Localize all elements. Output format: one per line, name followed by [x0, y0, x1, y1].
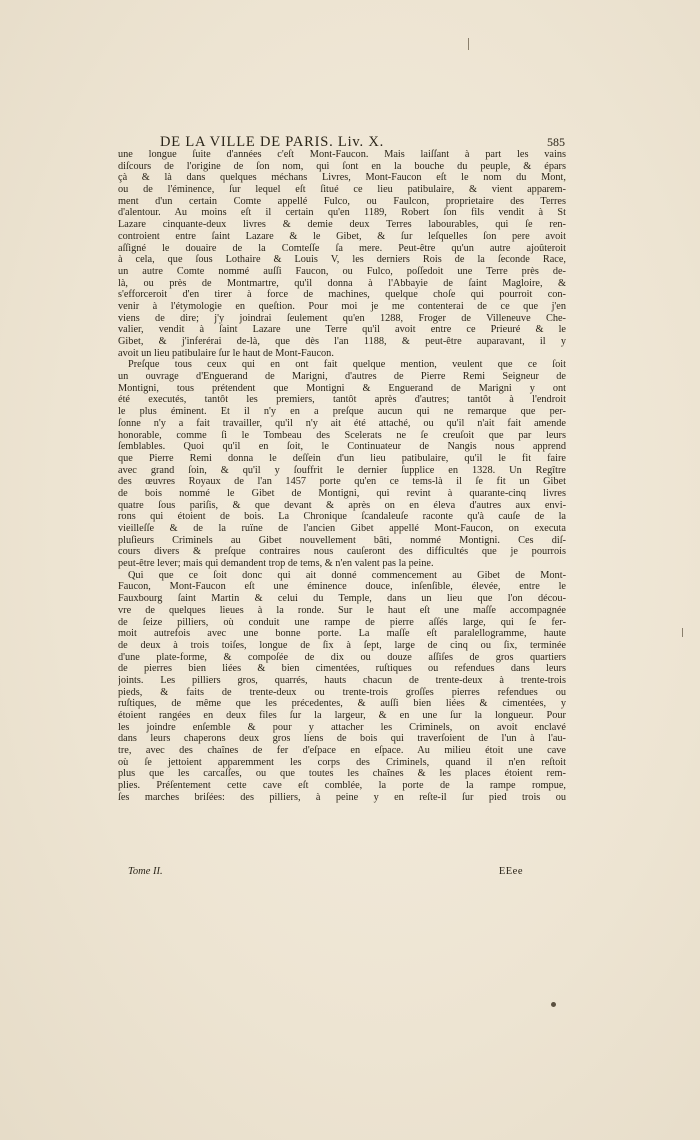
text-line: quatre ſous pariſis, & que devant & après on en éleva d'autres aux envi-	[118, 499, 566, 511]
text-line: plies. Préſentement cette cave eſt comblée, la porte de la rampe rompue,	[118, 780, 566, 792]
text-line: ment d'un certain Comte appellé Fulco, ou Faulcon, proprietaire des Terres	[118, 195, 566, 207]
text-line: avoit un lieu patibulaire ſur le haut de Mont-Faucon.	[118, 347, 334, 359]
text-line: pluſieurs Criminels au Gibet nouvellement bâti, nommé Montigni. Ces diſ-	[118, 534, 566, 546]
text-line: venir à l'étymologie en queſtion. Pour moi je me contenterai de ce que j'en	[118, 300, 566, 312]
text-line: Fauxbourg ſaint Martin & celui du Temple, dans un lieu que l'on décou-	[118, 593, 566, 605]
text-line: moit autrefois avec une bonne porte. La maſſe eſt paralellogramme, haute	[118, 628, 566, 640]
text-line: Qui que ce ſoit donc qui ait donné commencement au Gibet de Mont-	[128, 569, 566, 581]
text-line: vieilleſſe & de la ruïne de l'ancien Gibet appellé Mont-Faucon, on executa	[118, 523, 566, 534]
running-title: DE LA VILLE DE PARIS. Liv. X.	[160, 134, 385, 150]
text-line: d'une plate-forme, & compoſée de dix ou douze aſſiſes de gros quartiers	[118, 651, 566, 663]
text-line: étoient rangées en deux files ſur la largeur, & en une ſur la longueur. Pour	[118, 710, 566, 721]
signature-mark: EEee	[498, 866, 523, 877]
text-line: Montigni, tous prétendent que Montigni & Enguerand de Marigni y ont	[118, 382, 566, 394]
text-line: ſemblables. Quoi qu'il en ſoit, le Continuateur de Nangis nous apprend	[118, 441, 566, 453]
text-line: un ouvrage d'Enguerand de Marigni, d'autres de Pierre Remi Seigneur de	[118, 371, 566, 383]
text-line: controient entre ſaint Lazare & le Gibet, & ſur leſquelles ſon pere avoit	[118, 230, 566, 242]
text-line: Lazare cinquante-deux livres & demie deux Terres labourables, qui ſe ren-	[118, 219, 566, 231]
text-line: joints. Les pilliers gros, quarrés, hauts chacun de trente-deux à trente-trois	[118, 674, 566, 686]
text-line: valier, vendit à ſaint Lazare une Terre qu'il avoit entre ce Prieuré & le	[118, 324, 566, 336]
text-line: où ſe jettoient apparemment les corps des Criminels, quand il n'en reſtoit	[118, 756, 566, 768]
text-line: çà & là dans quelques méchans Livres, Mont-Faucon eſt le nom du Mont,	[118, 172, 566, 184]
text-line: peut-être lever; mais qui demandent trop de tems, & n'en valent pas la peine.	[118, 558, 434, 570]
text-line: ſonne n'y a fait travailler, qu'il n'y ait été attaché, ou qu'il n'ait fait amende	[118, 417, 566, 429]
text-line: de bois nommé le Gibet de Montigni, qui revint à quarante-cinq livres	[118, 487, 566, 499]
text-line: rons qui étoient de bois. La Chronique ſcandaleuſe raconte qu'à cauſe de la	[118, 511, 566, 523]
text-line: pieds, & faits de trente-deux ou trente-trois groſſes pierres refendues ou	[118, 686, 566, 698]
margin-mark	[682, 628, 683, 637]
page-footer	[118, 866, 523, 880]
body-text	[118, 149, 566, 804]
text-line: viens de dire; j'y joindrai ſeulement qu'en 1288, Froger de Villeneuve Che-	[118, 312, 566, 324]
text-line: été executés, tantôt les premiers, tantôt après d'autres; tantôt à l'endroit	[118, 394, 566, 406]
text-line: honorable, comme ſi le Tombeau des Scelerats ne ſe creuſoit que par leurs	[118, 429, 566, 441]
text-line: de ſeize pilliers, où conduit une rampe de pierre aſſés large, qui ſe fer-	[118, 616, 566, 628]
text-line: aſſigné le douaire de la Comteſſe ſa mere. Peut-être qu'un autre ajoûteroit	[118, 242, 566, 254]
text-line: ſes marches briſées: des pilliers, à peine y en reſte-il ſur pied trois ou	[118, 791, 566, 803]
text-line: ruſtiques, de même que les précedentes, & auſſi bien liées & cimentées, y	[118, 698, 566, 710]
ink-speck	[551, 1002, 556, 1007]
text-line: vre de quelques lieues à la ronde. Sur le haut eſt une maſſe accompagnée	[118, 604, 566, 616]
text-line: d'alentour. Au moins eſt il certain qu'en 1189, Robert ſon fils vendit à St	[118, 207, 566, 219]
text-line: ou de l'éminence, ſur lequel eſt ſitué ce lieu patibulaire, & vient apparem-	[118, 184, 566, 196]
text-line: le plus éminent. Et il n'y en a preſque aucun qui ne remarque que per-	[118, 406, 566, 418]
text-line: Preſque tous ceux qui en ont fait quelque mention, veulent que ce ſoit	[128, 359, 566, 371]
text-line: cours divers & preſque contraires nous cauſeront des difficultés que je pourrois	[118, 546, 566, 558]
volume-label: Tome II.	[128, 866, 163, 877]
text-line: diſcours de l'origine de ſon nom, qui ſont en la bouche du peuple, & épars	[118, 160, 566, 172]
text-line: des œuvres Royaux de l'an 1457 porte qu'en ce tems-là il ſe fit un Gibet	[118, 476, 566, 488]
text-line: que Pierre Remi donna le deſſein d'un lieu patibulaire, qu'il le fit faire	[118, 452, 566, 464]
text-line: de deux à trois toiſes, longue de ſix à ſept, large de cinq ou ſix, terminée	[118, 639, 566, 651]
text-line: un autre Comte nommé auſſi Faucon, ou Fulco, poſſedoit une Terre près de-	[118, 265, 566, 277]
top-edge-mark	[468, 38, 469, 50]
text-line: une longue ſuite d'années c'eſt Mont-Faucon. Mais laiſſant à part les vains	[118, 149, 566, 160]
text-line: dans leurs chaperons deux gros liens de bois qui traverſoient de l'un à l'au-	[118, 733, 566, 745]
text-line: là, ou près de Montmartre, qu'il donna à l'Abbayie de ſaint Magloire, &	[118, 277, 566, 289]
text-line: à cela, que ſous Lothaire & Louis V, les derniers Rois de la ſeconde Race,	[118, 254, 566, 266]
text-line: Gibet, & j'inferérai de-là, que dès l'an 1188, & peut-être auparavant, il y	[118, 336, 566, 347]
page-number: 585	[547, 135, 565, 149]
text-line: les joindre enſemble & pour y attacher les Criminels, on avoit enclavé	[118, 721, 566, 733]
text-line: plus que les carcaſſes, ou que toutes les chaînes & les places étoient rem-	[118, 768, 566, 780]
text-line: de pierres bien liées & bien cimentées, ruſtiques ou refendues dans leurs	[118, 663, 566, 675]
text-line: tre, avec des chaînes de fer d'eſpace en eſpace. Au milieu étoit une cave	[118, 745, 566, 757]
text-line: Faucon, Mont-Faucon eſt une éminence douce, inſenſible, élevée, entre le	[118, 581, 566, 593]
text-line: s'efforceroit d'en tirer à force de machines, quelque choſe qui pourroit con-	[118, 289, 566, 301]
text-line: avec grand ſoin, & qu'il y ſouffrit le dernier ſupplice en 1328. Un Regître	[118, 464, 566, 476]
